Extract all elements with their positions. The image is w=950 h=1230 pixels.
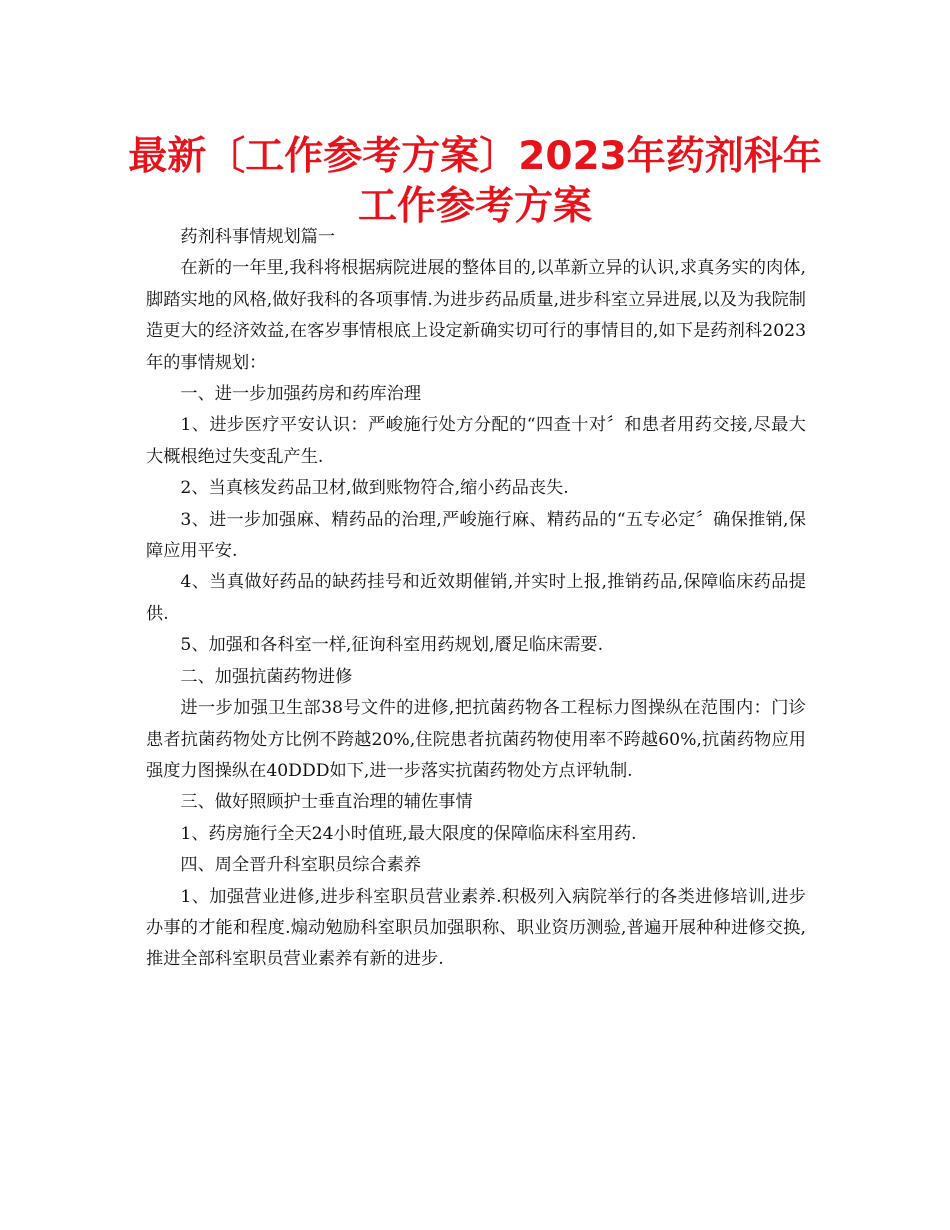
document-title-line-2: 工作参考方案	[357, 184, 592, 229]
paragraph: 5、加强和各科室一样,征询科室用药规划,餍足临床需要.	[180, 635, 604, 656]
paragraph: 3、进一步加强麻、精药品的治理,严峻施行麻、精药品的“五专必定〞确保推销,保障应用平安.	[146, 509, 806, 562]
document-title-line-1: 最新〔工作参考方案〕2023年药剂科年	[128, 134, 822, 179]
section-heading: 药剂科事情规划篇一	[180, 227, 336, 247]
document-body	[146, 222, 806, 976]
paragraph: 1、进步医疗平安认识：严峻施行处方分配的“四查十对〞和患者用药交接,尽最大大概根绝过失变乱产生.	[146, 415, 806, 467]
paragraph: 1、加强营业进修,进步科室职员营业素养.积极列入病院举行的各类进修培训,进步办事的才能和程度.煽动勉励科室职员加强职称、职业资历测验,普遍开展种种进修交换,推进全部科室职员营业素养有新的进步.	[146, 886, 806, 970]
paragraph: 进一步加强卫生部38号文件的进修,把抗菌药物各工程标力图操纵在范围内：门诊患者抗菌药物处方比例不跨越20%,住院患者抗菌药物使用率不跨越60%,抗菌药物应用强度力图操纵在40DDD如下,进一步落实抗菌药物处方点评轨制.	[146, 698, 806, 781]
paragraph: 在新的一年里,我科将根据病院进展的整体目的,以革新立异的认识,求真务实的肉体,脚踏实地的风格,做好我科的各项事情.为进步药品质量,进步科室立异进展,以及为我院制造更大的经济效益,在客岁事情根底上设定新确实切可行的事情目的,如下是药剂科2023年的事情规划：	[146, 258, 806, 373]
paragraph: 4、当真做好药品的缺药挂号和近效期催销,并实时上报,推销药品,保障临床药品提供.	[146, 572, 806, 624]
paragraph: 2、当真核发药品卫材,做到账物符合,缩小药品丧失.	[180, 478, 569, 499]
section-heading: 一、进一步加强药房和药库治理	[180, 384, 422, 405]
paragraph: 1、药房施行全天24小时值班,最大限度的保障临床科室用药.	[180, 823, 637, 844]
section-heading: 四、周全晋升科室职员综合素养	[180, 855, 422, 876]
section-heading: 三、做好照顾护士垂直治理的辅佐事情	[180, 792, 473, 813]
section-heading: 二、加强抗菌药物进修	[180, 666, 353, 687]
